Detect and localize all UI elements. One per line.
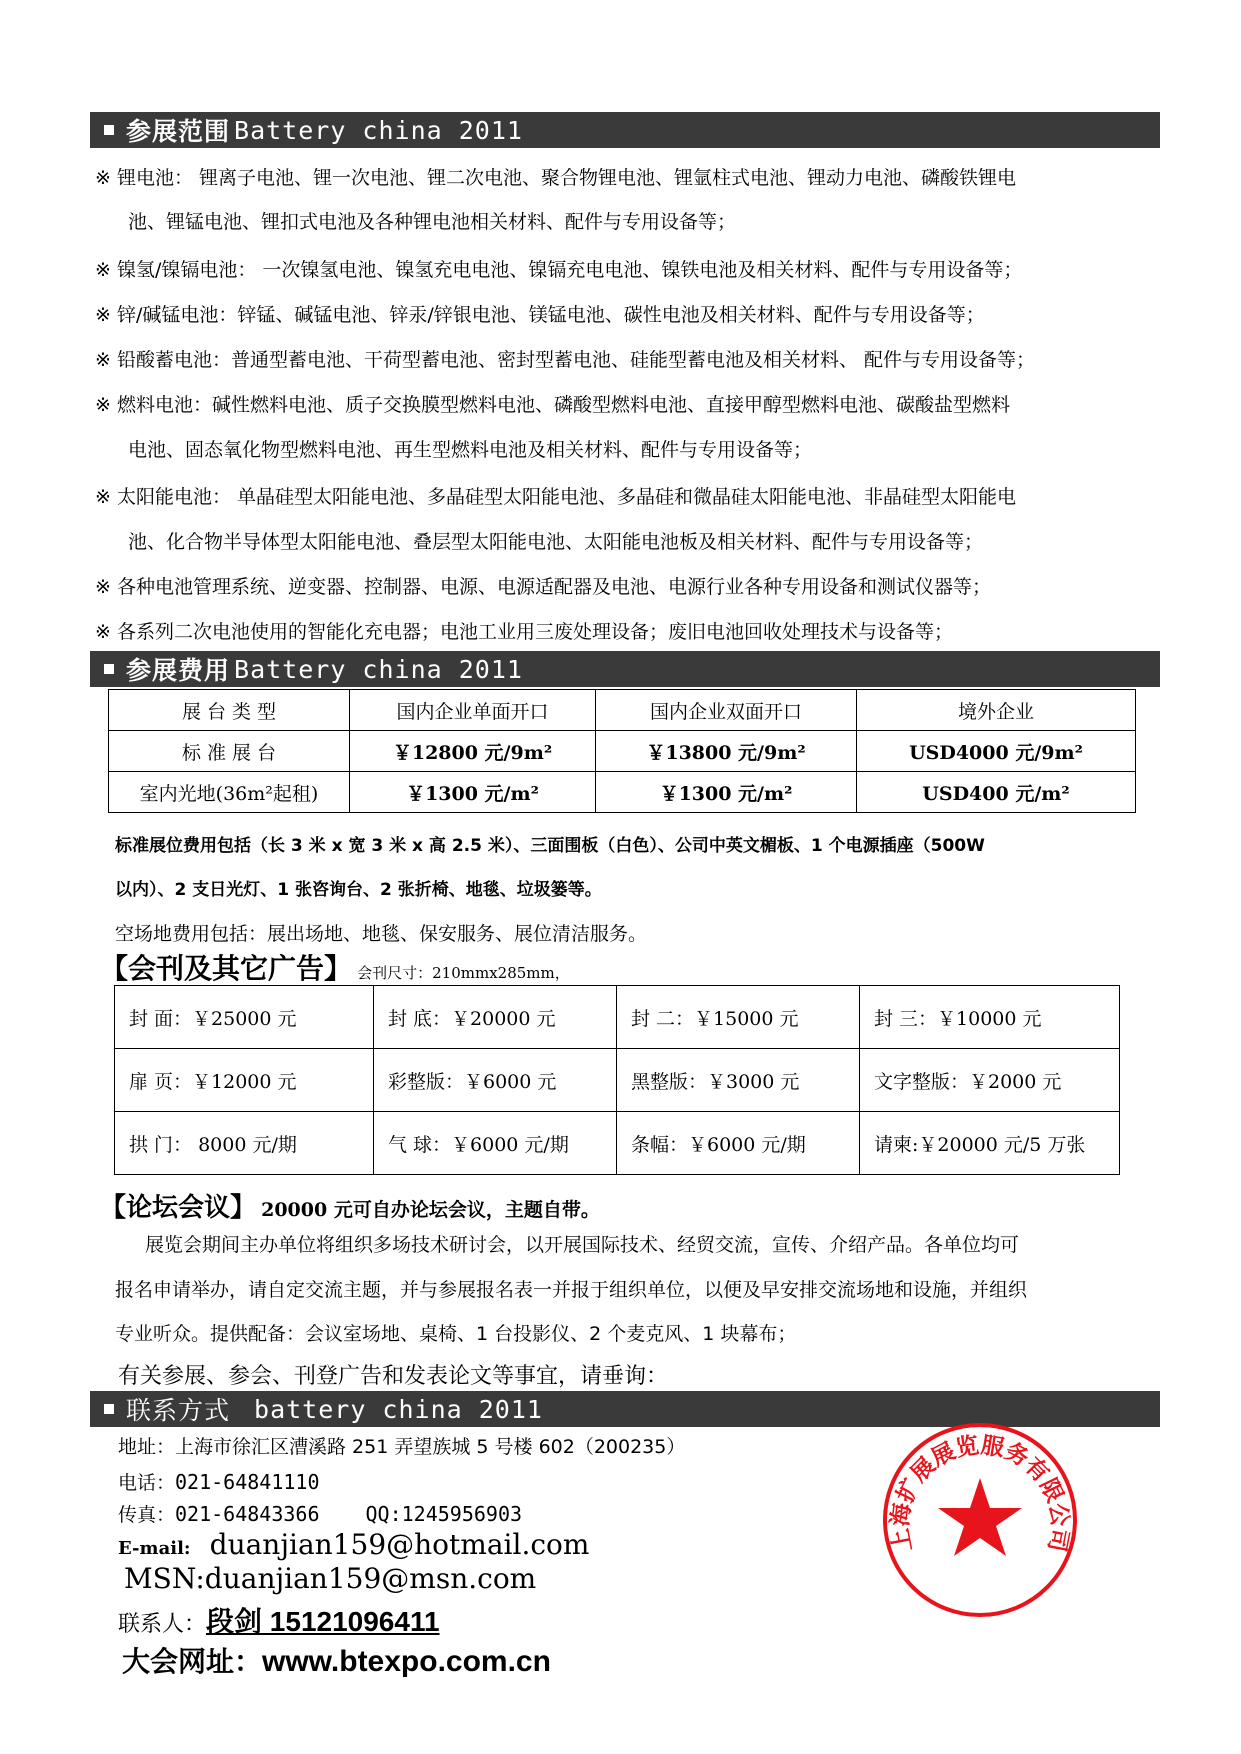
fee-note: 以内）、2 支日光灯、1 张咨询台、2 张折椅、地毯、垃圾篓等。	[115, 880, 602, 900]
scope-line: ※ 燃料电池：碱性燃料电池、质子交换膜型燃料电池、磷酸型燃料电池、直接甲醇型燃料电池、碳酸盐型燃料	[95, 394, 1010, 416]
table-cell: ￥13800 元/9m²	[596, 731, 857, 772]
ads-title: 【会刊及其它广告】	[100, 952, 353, 985]
table-cell: 彩整版：￥6000 元	[374, 1049, 617, 1112]
table-cell: 请柬:￥20000 元/5 万张	[860, 1112, 1120, 1175]
scope-line: ※ 镍氢/镍镉电池： 一次镍氢电池、镍氢充电电池、镍镉充电电池、镍铁电池及相关材料、配件与专用设备等；	[95, 259, 1023, 281]
scope-line: ※ 太阳能电池： 单晶硅型太阳能电池、多晶硅型太阳能电池、多晶硅和微晶硅太阳能电池、非晶硅型太阳能电	[95, 486, 1017, 508]
forum-subtitle: 20000 元可自办论坛会议，主题自带。	[261, 1199, 600, 1221]
seal-text: 上海扩展展览服务有限公司	[887, 1432, 1073, 1554]
company-seal	[880, 1420, 1080, 1620]
msn-value[interactable]: MSN:duanjian159@msn.com	[124, 1562, 537, 1595]
address-row	[118, 1432, 685, 1459]
table-cell: ￥1300 元/m²	[596, 772, 857, 813]
website-row	[122, 1640, 551, 1680]
table-row	[109, 731, 1136, 772]
scope-line: 池、锂锰电池、锂扣式电池及各种锂电池相关材料、配件与专用设备等；	[128, 211, 737, 233]
table-cell: 封 三：￥10000 元	[860, 986, 1120, 1049]
table-cell: USD400 元/m²	[857, 772, 1136, 813]
fees-header-en: Battery china 2011	[234, 654, 523, 684]
table-cell: 气 球：￥6000 元/期	[374, 1112, 617, 1175]
bullet-icon	[104, 1404, 114, 1414]
scope-line: ※ 锂电池： 锂离子电池、锂一次电池、锂二次电池、聚合物锂电池、锂氩柱式电池、锂动力电池、磷酸铁锂电	[95, 167, 1017, 189]
table-cell: 室内光地(36m²起租)	[109, 772, 350, 813]
table-cell: 国内企业单面开口	[350, 690, 596, 731]
fax-row	[118, 1500, 522, 1527]
table-cell: 条幅：￥6000 元/期	[617, 1112, 860, 1175]
msn-row	[124, 1562, 536, 1595]
email-label: E-mail:	[118, 1538, 191, 1559]
table-row	[109, 690, 1136, 731]
fee-table	[108, 689, 1136, 813]
person-value: 段剑 15121096411	[206, 1606, 440, 1637]
ads-table	[114, 985, 1120, 1175]
scope-line: 池、化合物半导体型太阳能电池、叠层型太阳能电池、太阳能电池板及相关材料、配件与专用设备等；	[128, 531, 984, 553]
fees-header-zh: 参展费用	[126, 656, 231, 685]
address-label: 地址：	[118, 1436, 176, 1458]
table-cell: ￥12800 元/9m²	[350, 731, 596, 772]
table-cell: 境外企业	[857, 690, 1136, 731]
person-row	[118, 1600, 440, 1640]
table-cell: 封 底：￥20000 元	[374, 986, 617, 1049]
table-row	[115, 1112, 1120, 1175]
inquiry-text: 有关参展、参会、刊登广告和发表论文等事宜，请垂询：	[118, 1364, 669, 1389]
ads-title-row	[100, 947, 570, 987]
bullet-icon	[104, 664, 114, 674]
bullet-icon	[104, 125, 114, 135]
table-cell: USD4000 元/9m²	[857, 731, 1136, 772]
ads-size-note: 会刊尺寸：210mmx285mm，	[357, 964, 570, 982]
phone-row	[118, 1468, 320, 1495]
scope-header-zh: 参展范围	[126, 117, 231, 146]
forum-paragraph: 专业听众。提供配备：会议室场地、桌椅、1 台投影仪、2 个麦克风、1 块幕布；	[115, 1323, 797, 1345]
scope-header-en: Battery china 2011	[234, 115, 523, 145]
scope-line: ※ 各系列二次电池使用的智能化充电器；电池工业用三废处理设备；废旧电池回收处理技术与设备等；	[95, 621, 953, 643]
contact-header-en: battery china 2011	[254, 1394, 543, 1424]
website-label: 大会网址：	[122, 1646, 263, 1677]
qq-value: QQ:1245956903	[365, 1502, 523, 1526]
fee-note: 标准展位费用包括（长 3 米 x 宽 3 米 x 高 2.5 米）、三面围板（白色）、公司中英文楣板、1 个电源插座（500W	[115, 836, 985, 856]
fax-value: 021-64843366	[175, 1502, 320, 1526]
table-row	[115, 1049, 1120, 1112]
fax-label: 传真：	[118, 1504, 176, 1526]
fee-note-space: 空场地费用包括：展出场地、地毯、保安服务、展位清洁服务。	[115, 923, 648, 945]
contact-header-zh: 联系方式	[126, 1396, 231, 1425]
seal-star-icon	[938, 1478, 1022, 1556]
forum-title-row	[100, 1187, 600, 1224]
table-cell: 展 台 类 型	[109, 690, 350, 731]
table-row	[109, 772, 1136, 813]
table-cell: 扉 页：￥12000 元	[115, 1049, 374, 1112]
website-value[interactable]: www.btexpo.com.cn	[262, 1645, 551, 1678]
table-cell: 黑整版：￥3000 元	[617, 1049, 860, 1112]
email-row	[118, 1528, 589, 1561]
phone-label: 电话：	[118, 1472, 176, 1494]
phone-value: 021-64841110	[175, 1470, 320, 1494]
table-cell: 拱 门： 8000 元/期	[115, 1112, 374, 1175]
table-cell: ￥1300 元/m²	[350, 772, 596, 813]
table-cell: 标 准 展 台	[109, 731, 350, 772]
scope-line: ※ 锌/碱锰电池：锌锰、碱锰电池、锌汞/锌银电池、镁锰电池、碳性电池及相关材料、配件与专用设备等；	[95, 304, 985, 326]
scope-line: 电池、固态氧化物型燃料电池、再生型燃料电池及相关材料、配件与专用设备等；	[128, 439, 813, 461]
person-label: 联系人：	[118, 1612, 207, 1637]
email-value[interactable]: duanjian159@hotmail.com	[209, 1528, 590, 1561]
scope-line: ※ 各种电池管理系统、逆变器、控制器、电源、电源适配器及电池、电源行业各种专用设备和测试仪器等；	[95, 576, 991, 598]
forum-paragraph: 报名申请举办，请自定交流主题，并与参展报名表一并报于组织单位，以便及早安排交流场地和设施，并组织	[115, 1279, 1028, 1301]
address-value: 上海市徐汇区漕溪路 251 弄望族城 5 号楼 602（200235）	[175, 1436, 686, 1458]
forum-title: 【论坛会议】	[100, 1193, 257, 1223]
table-cell: 封 面：￥25000 元	[115, 986, 374, 1049]
fees-header	[90, 651, 1160, 687]
forum-paragraph: 展览会期间主办单位将组织多场技术研讨会，以开展国际技术、经贸交流，宣传、介绍产品。各单位均可	[145, 1234, 1020, 1256]
table-cell: 国内企业双面开口	[596, 690, 857, 731]
scope-line: ※ 铅酸蓄电池：普通型蓄电池、干荷型蓄电池、密封型蓄电池、硅能型蓄电池及相关材料、 配件与专用设备等；	[95, 349, 1036, 371]
table-row	[115, 986, 1120, 1049]
table-cell: 文字整版：￥2000 元	[860, 1049, 1120, 1112]
scope-header	[90, 112, 1160, 148]
table-cell: 封 二：￥15000 元	[617, 986, 860, 1049]
